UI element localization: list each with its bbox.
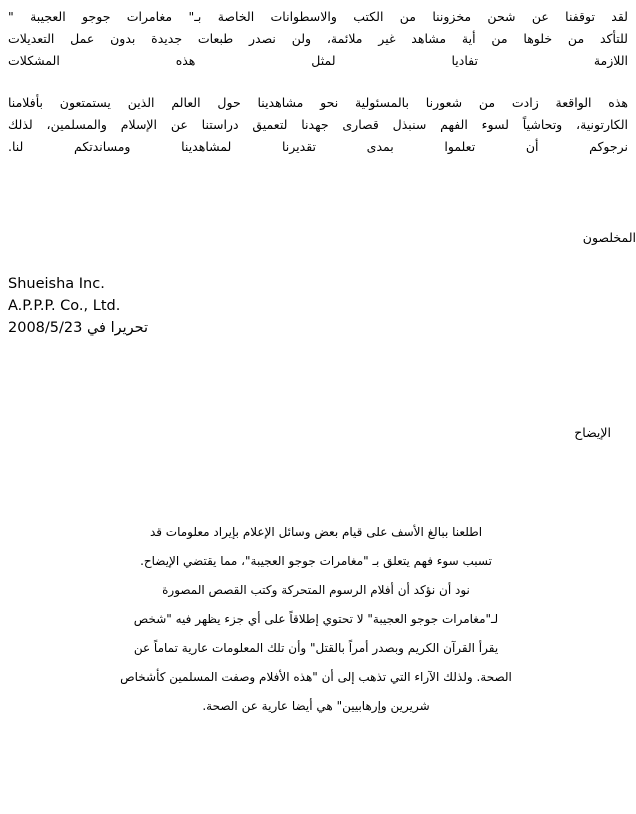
closing-salutation: المخلصون [582, 230, 636, 245]
paragraph-1-line-2: للتأكد من خلوها من أية مشاهد غير ملائمة، ولن نصدر طبعات جديدة بدون عمل التعديلات [8, 31, 628, 46]
explanation-line-2: تسبب سوء فهم يتعلق بـ "مغامرات جوجو العجيبة"، مما يقتضي الإيضاح. [140, 554, 492, 568]
paragraph-1 [8, 6, 628, 72]
section-title-explanation: الإيضاح [574, 425, 611, 440]
paragraph-2-line-2: الكارتونية، وتحاشياً لسوء الفهم سنبذل قصارى جهدنا لتعميق دراستنا عن الإسلام والمسلمين، لذلك [8, 117, 628, 132]
explanation-line-6: الصحة. ولذلك الآراء التي تذهب إلى أن "هذه الأفلام وصفت المسلمين كأشخاص [120, 670, 512, 684]
signatory-1: Shueisha Inc. [8, 276, 105, 292]
explanation-line-4: لـ"مغامرات جوجو العجيبة" لا تحتوي إطلاقاً على أي جزء يظهر فيه "شخص [133, 612, 499, 626]
paragraph-2-line-3: نرجوكم أن تعلموا بمدى تقديرنا لمشاهدينا ومساندتكم لنا. [8, 139, 628, 154]
explanation-line-1: اطلعنا ببالغ الأسف على قيام بعض وسائل الإعلام بإيراد معلومات قد [149, 525, 483, 539]
explanation-line-5: يقرأ القرآن الكريم وبصدر أمراً بالقتل" وأن تلك المعلومات عارية تماماً عن [133, 641, 499, 655]
explanation-line-7: شريرين وإرهابيين" هي أيضا عارية عن الصحة. [202, 699, 430, 713]
paragraph-2 [8, 92, 628, 158]
signatory-2: A.P.P.P. Co., Ltd. [8, 298, 121, 314]
paragraph-1-line-3: اللازمة تفاديا لمثل هذه المشكلات [8, 53, 628, 68]
paragraph-2-line-1: هذه الواقعة زادت من شعورنا بالمسئولية نحو مشاهدينا حول العالم الذين يستمتعون بأفلامنا [8, 95, 628, 110]
explanation-body [21, 518, 611, 721]
date-line: 2008/5/23 تحريرا في [8, 320, 149, 336]
explanation-line-3: نود أن نؤكد أن أفلام الرسوم المتحركة وكتب القصص المصورة [162, 583, 470, 597]
paragraph-1-line-1: لقد توقفنا عن شحن مخزوننا من الكتب والاسطوانات الخاصة بـ" مغامرات جوجو العجيبة " [8, 9, 628, 24]
